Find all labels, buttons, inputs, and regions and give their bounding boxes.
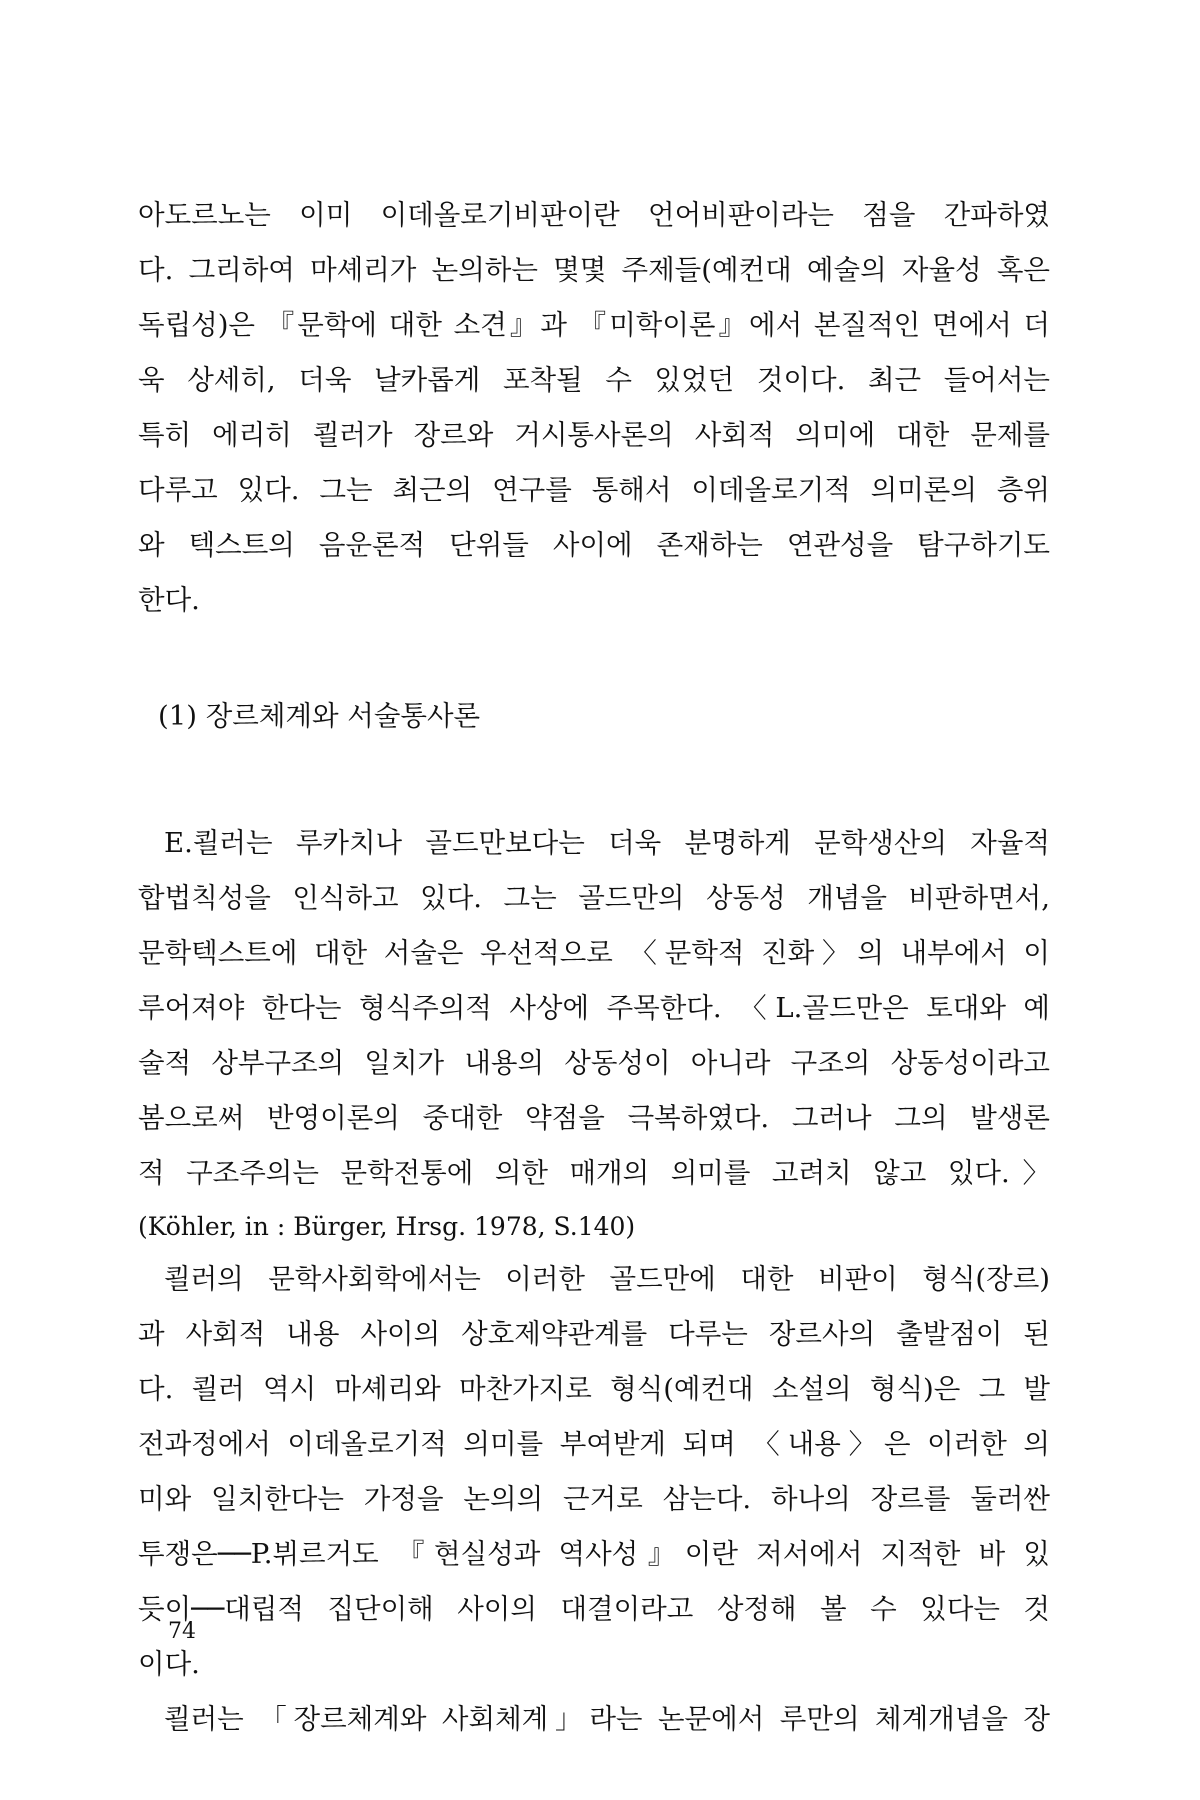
text-line: 봄으로써 반영이론의 중대한 약점을 극복하였다. 그러나 그의 발생론 — [138, 1102, 1050, 1134]
spacer — [138, 744, 1050, 816]
text-line: 독립성)은 『문학에 대한 소견』과 『미학이론』에서 본질적인 면에서 더 — [138, 309, 1050, 341]
text-column — [138, 188, 1050, 1747]
text-line: 다. 쾰러 역시 마셰리와 마찬가지로 형식(예컨대 소설의 형식)은 그 발 — [138, 1373, 1050, 1405]
text-line: 술적 상부구조의 일치가 내용의 상동성이 아니라 구조의 상동성이라고 — [138, 1047, 1050, 1079]
text-line: 한다. — [138, 584, 200, 616]
text-line: 과 사회적 내용 사이의 상호제약관계를 다루는 장르사의 출발점이 된 — [138, 1318, 1050, 1350]
text-line: 다루고 있다. 그는 최근의 연구를 통해서 이데올로기적 의미론의 층위 — [138, 474, 1050, 506]
text-line: 적 구조주의는 문학전통에 의한 매개의 의미를 고려치 않고 있다.〉 — [138, 1157, 1050, 1189]
text-line: 다. 그리하여 마셰리가 논의하는 몇몇 주제들(예컨대 예술의 자율성 혹은 — [138, 254, 1050, 286]
text-line: 욱 상세히, 더욱 날카롭게 포착될 수 있었던 것이다. 최근 들어서는 — [138, 364, 1050, 396]
paragraph-1 — [138, 188, 1050, 628]
text-line: 쾰러는 「장르체계와 사회체계」라는 논문에서 루만의 체계개념을 장 — [164, 1703, 1050, 1735]
text-line: 투쟁은──P.뷔르거도 『현실성과 역사성』이란 저서에서 지적한 바 있 — [138, 1538, 1050, 1570]
paragraph-4 — [138, 1692, 1050, 1747]
text-line: 문학텍스트에 대한 서술은 우선적으로 〈문학적 진화〉의 내부에서 이 — [138, 937, 1050, 969]
paragraph-2 — [138, 816, 1050, 1201]
text-line: 이다. — [138, 1648, 200, 1680]
text-line: 아도르노는 이미 이데올로기비판이란 언어비판이라는 점을 간파하였 — [138, 199, 1050, 231]
text-line: 전과정에서 이데올로기적 의미를 부여받게 되며 〈내용〉은 이러한 의 — [138, 1428, 1050, 1460]
spacer — [138, 628, 1050, 689]
page-number: 74 — [168, 1619, 196, 1644]
text-line: 듯이──대립적 집단이해 사이의 대결이라고 상정해 볼 수 있다는 것 — [138, 1593, 1050, 1625]
text-line: 와 텍스트의 음운론적 단위들 사이에 존재하는 연관성을 탐구하기도 — [138, 529, 1050, 561]
text-line: E.쾰러는 루카치나 골드만보다는 더욱 분명하게 문학생산의 자율적 — [164, 827, 1050, 859]
section-heading: (1) 장르체계와 서술통사론 — [158, 700, 481, 732]
text-line: 합법칙성을 인식하고 있다. 그는 골드만의 상동성 개념을 비판하면서, — [138, 882, 1050, 914]
text-line: 특히 에리히 쾰러가 장르와 거시통사론의 사회적 의미에 대한 문제를 — [138, 419, 1050, 451]
text-line: 쾰러의 문학사회학에서는 이러한 골드만에 대한 비판이 형식(장르) — [164, 1263, 1050, 1295]
paragraph-3 — [138, 1252, 1050, 1692]
citation: (Köhler, in : Bürger, Hrsg. 1978, S.140) — [138, 1212, 636, 1241]
text-line: 미와 일치한다는 가정을 논의의 근거로 삼는다. 하나의 장르를 둘러싼 — [138, 1483, 1050, 1515]
text-line: 루어져야 한다는 형식주의적 사상에 주목한다. 〈L.골드만은 토대와 예 — [138, 992, 1050, 1024]
